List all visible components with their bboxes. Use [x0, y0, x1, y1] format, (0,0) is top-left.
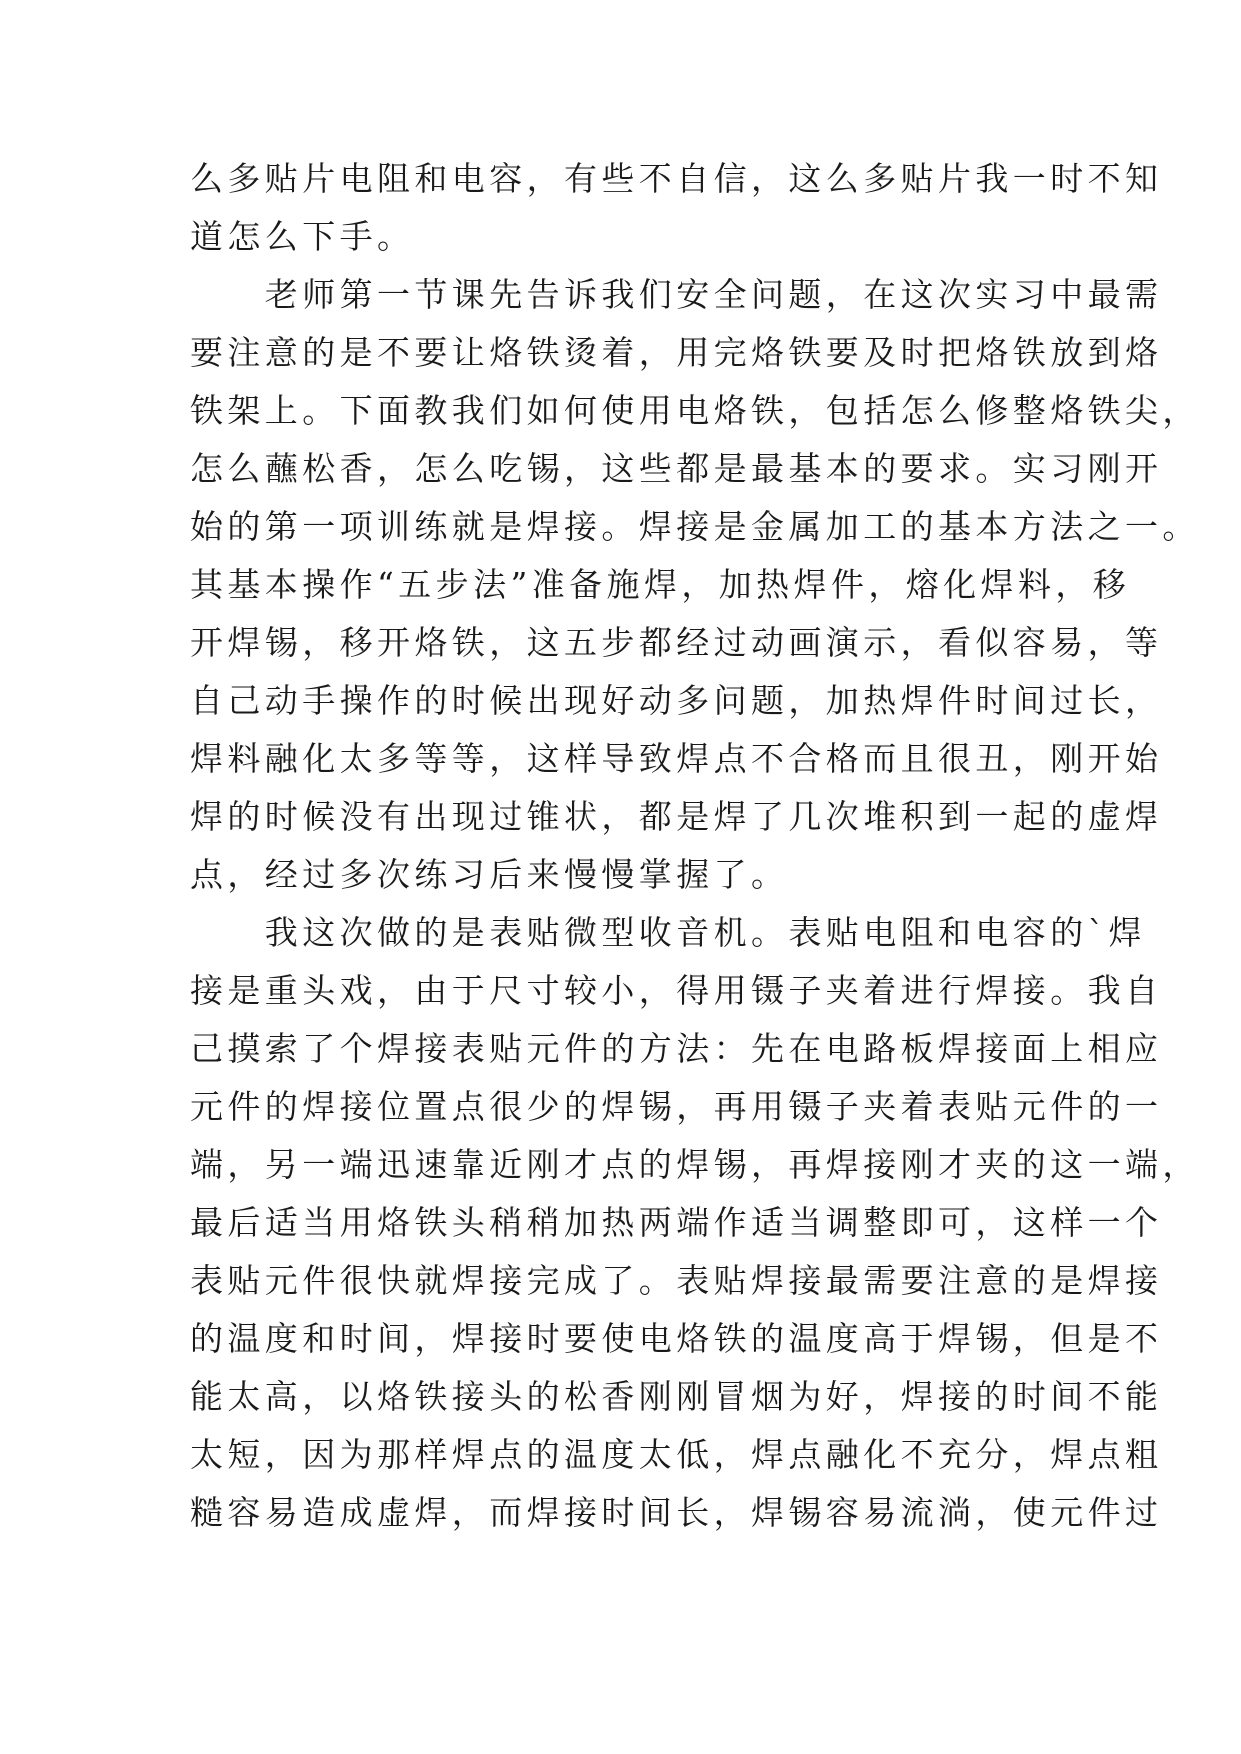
text-line: 焊料融化太多等等，这样导致焊点不合格而且很丑，刚开始	[190, 739, 1163, 778]
text-line: 己摸索了个焊接表贴元件的方法：先在电路板焊接面上相应	[190, 1029, 1163, 1068]
text-line: 点，经过多次练习后来慢慢掌握了。	[190, 855, 789, 894]
text-line: 糙容易造成虚焊，而焊接时间长，焊锡容易流淌，使元件过	[190, 1493, 1163, 1532]
text-line: 接是重头戏，由于尺寸较小，得用镊子夹着进行焊接。我自	[190, 971, 1163, 1010]
text-line: 道怎么下手。	[190, 217, 415, 256]
text-line: 表贴元件很快就焊接完成了。表贴焊接最需要注意的是焊接	[190, 1261, 1163, 1300]
text-line: 要注意的是不要让烙铁烫着，用完烙铁要及时把烙铁放到烙	[190, 333, 1163, 372]
text-line: 最后适当用烙铁头稍稍加热两端作适当调整即可，这样一个	[190, 1203, 1163, 1242]
text-line: 元件的焊接位置点很少的焊锡，再用镊子夹着表贴元件的一	[190, 1087, 1163, 1126]
text-line: 自己动手操作的时候出现好动多问题，加热焊件时间过长，	[190, 681, 1163, 720]
text-line: 怎么蘸松香，怎么吃锡，这些都是最基本的要求。实习刚开	[190, 449, 1163, 488]
text-line: 铁架上。下面教我们如何使用电烙铁，包括怎么修整烙铁尖，	[190, 391, 1200, 430]
text-line: 我这次做的是表贴微型收音机。表贴电阻和电容的`焊	[190, 913, 1146, 952]
text-line: 端，另一端迅速靠近刚才点的焊锡，再焊接刚才夹的这一端，	[190, 1145, 1200, 1184]
text-line: 焊的时候没有出现过锥状，都是焊了几次堆积到一起的虚焊	[190, 797, 1163, 836]
body-text	[190, 150, 1200, 1542]
text-line: 的温度和时间，焊接时要使电烙铁的温度高于焊锡，但是不	[190, 1319, 1163, 1358]
text-line: 始的第一项训练就是焊接。焊接是金属加工的基本方法之一。	[190, 507, 1200, 546]
text-line: 么多贴片电阻和电容，有些不自信，这么多贴片我一时不知	[190, 159, 1163, 198]
text-line: 老师第一节课先告诉我们安全问题，在这次实习中最需	[190, 275, 1163, 314]
text-line: 太短，因为那样焊点的温度太低，焊点融化不充分，焊点粗	[190, 1435, 1163, 1474]
text-line: 其基本操作“五步法”准备施焊，加热焊件，熔化焊料，移	[190, 565, 1131, 604]
text-line: 能太高，以烙铁接头的松香刚刚冒烟为好，焊接的时间不能	[190, 1377, 1163, 1416]
text-line: 开焊锡，移开烙铁，这五步都经过动画演示，看似容易，等	[190, 623, 1163, 662]
